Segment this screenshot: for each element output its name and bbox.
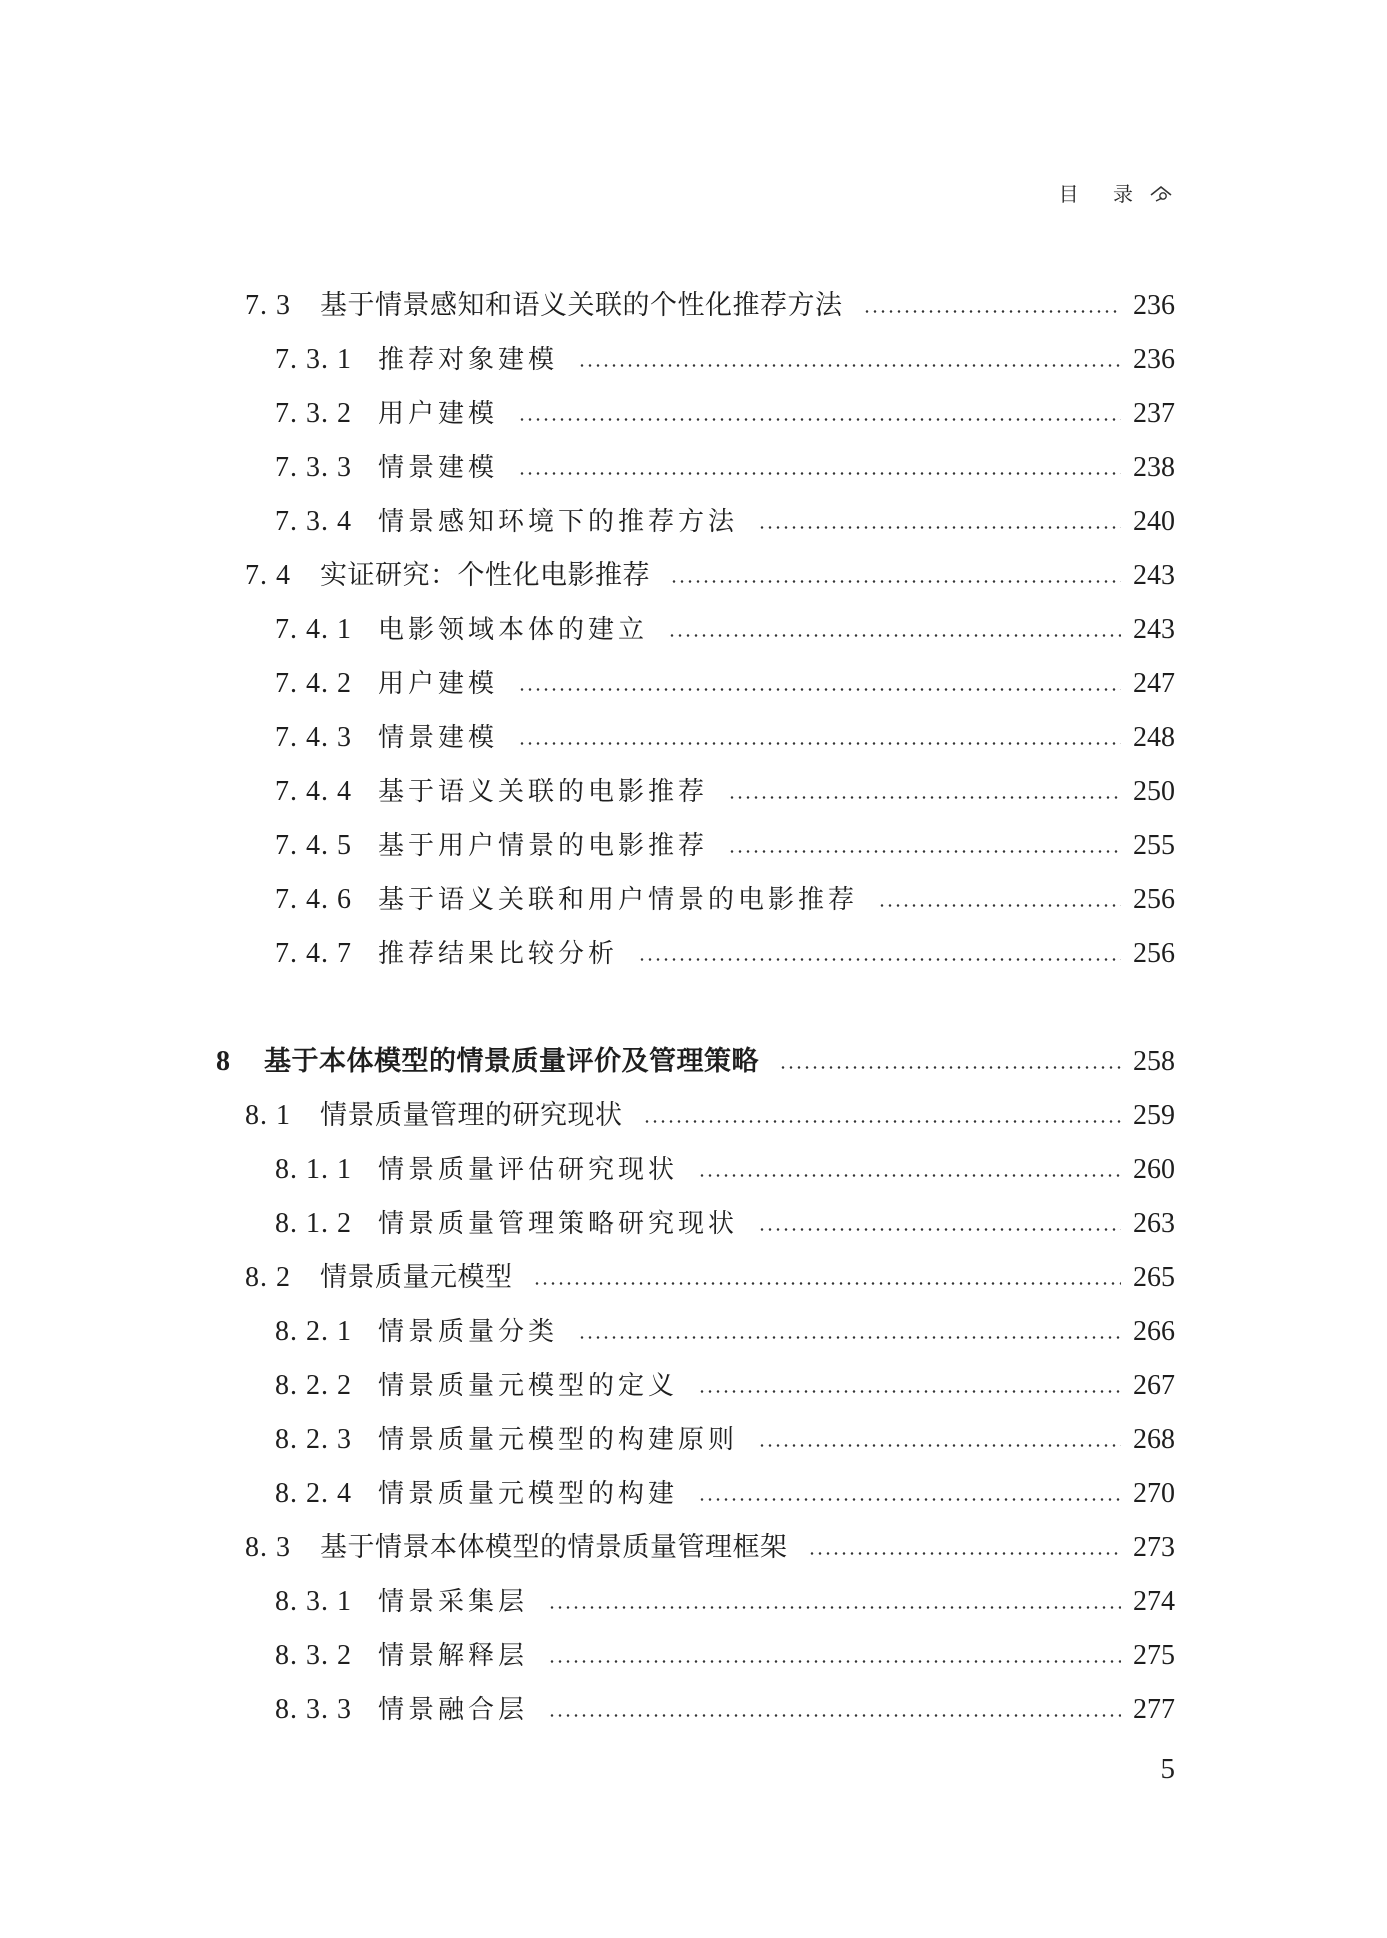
toc-entry-number: 7. 4. 4 — [275, 776, 352, 807]
toc-entry-number: 8. 3. 1 — [275, 1586, 352, 1617]
toc-entry-number: 7. 4 — [245, 560, 291, 591]
toc-entry[interactable] — [275, 718, 1175, 758]
toc-entry-page: 263 — [1133, 1208, 1175, 1239]
toc-entry-title: 实证研究：个性化电影推荐 — [320, 560, 650, 591]
toc-entry-number: 7. 4. 1 — [275, 614, 352, 645]
toc-entry-title: 电影领域本体的建立 — [378, 615, 649, 645]
toc-entry-number: 7. 3. 1 — [275, 344, 352, 375]
toc-entry-title: 情景质量元模型的构建 — [378, 1479, 679, 1509]
toc-entry[interactable] — [275, 394, 1175, 434]
dot-leader — [728, 796, 1121, 799]
toc-entry-title: 情景融合层 — [378, 1695, 529, 1725]
dot-leader — [668, 634, 1121, 637]
dot-leader — [779, 1066, 1121, 1069]
toc-entry-page: 247 — [1133, 668, 1175, 699]
toc-entry[interactable] — [275, 826, 1175, 866]
toc-entry-number: 7. 4. 5 — [275, 830, 352, 861]
toc-entry-title: 情景建模 — [378, 723, 499, 753]
toc-entry-title: 情景质量管理的研究现状 — [320, 1100, 623, 1131]
toc-entry-title: 推荐对象建模 — [378, 345, 559, 375]
dot-leader — [758, 1444, 1121, 1447]
toc-entry-number: 7. 4. 7 — [275, 938, 352, 969]
toc-entry[interactable] — [275, 664, 1175, 704]
toc-entry-title: 基于情景本体模型的情景质量管理框架 — [320, 1532, 788, 1563]
toc-entry-title: 用户建模 — [378, 669, 499, 699]
toc-entry-page: 236 — [1133, 290, 1175, 321]
toc-entry-title: 基于用户情景的电影推荐 — [378, 831, 709, 861]
toc-entry-title: 情景解释层 — [378, 1641, 529, 1671]
toc-entry[interactable] — [245, 1096, 1175, 1136]
toc-entry-number: 7. 3 — [245, 290, 291, 321]
dot-leader — [698, 1174, 1121, 1177]
dot-leader — [548, 1660, 1121, 1663]
toc-entry-page: 256 — [1133, 938, 1175, 969]
dot-leader — [808, 1552, 1122, 1555]
running-header — [1059, 178, 1175, 207]
dot-leader — [533, 1282, 1122, 1285]
toc-entry-title: 情景质量评估研究现状 — [378, 1155, 679, 1185]
toc-entry-number: 8 — [216, 1046, 230, 1077]
toc-entry[interactable] — [245, 286, 1175, 326]
toc-entry-number: 7. 4. 2 — [275, 668, 352, 699]
toc-entry[interactable] — [275, 1582, 1175, 1622]
toc-entry-page: 236 — [1133, 344, 1175, 375]
toc-entry[interactable] — [275, 448, 1175, 488]
toc-entry-number: 8. 2. 3 — [275, 1424, 352, 1455]
toc-entry-title: 情景采集层 — [378, 1587, 529, 1617]
toc-entry-title: 情景感知环境下的推荐方法 — [378, 507, 739, 537]
dot-leader — [698, 1498, 1121, 1501]
toc-entry-title: 情景质量管理策略研究现状 — [378, 1209, 739, 1239]
dot-leader — [758, 526, 1121, 529]
dot-leader — [863, 310, 1122, 313]
toc-entry-page: 273 — [1133, 1532, 1175, 1563]
toc-entry-page: 238 — [1133, 452, 1175, 483]
dot-leader — [643, 1120, 1122, 1123]
toc-entry[interactable] — [275, 1420, 1175, 1460]
toc-entry[interactable] — [245, 1528, 1175, 1568]
dot-leader — [518, 418, 1121, 421]
toc-entry-number: 7. 4. 6 — [275, 884, 352, 915]
toc-entry[interactable] — [275, 1366, 1175, 1406]
toc-entry-number: 7. 3. 3 — [275, 452, 352, 483]
toc-entry[interactable] — [275, 1150, 1175, 1190]
dot-leader — [758, 1228, 1121, 1231]
toc-entry-page: 243 — [1133, 614, 1175, 645]
dot-leader — [638, 958, 1121, 961]
toc-entry-number: 8. 3. 2 — [275, 1640, 352, 1671]
toc-entry-page: 274 — [1133, 1586, 1175, 1617]
dot-leader — [878, 904, 1121, 907]
toc-entry-page: 256 — [1133, 884, 1175, 915]
toc-entry-title: 情景质量元模型 — [320, 1262, 513, 1293]
toc-entry-title: 基于语义关联的电影推荐 — [378, 777, 709, 807]
toc-entry-number: 8. 2. 1 — [275, 1316, 352, 1347]
toc-entry[interactable] — [245, 556, 1175, 596]
toc-entry-number: 7. 4. 3 — [275, 722, 352, 753]
toc-entry[interactable] — [275, 1636, 1175, 1676]
toc-entry-page: 277 — [1133, 1694, 1175, 1725]
toc-entry[interactable] — [275, 1204, 1175, 1244]
toc-entry[interactable] — [275, 1690, 1175, 1730]
toc-entry[interactable] — [275, 880, 1175, 920]
toc-entry-page: 268 — [1133, 1424, 1175, 1455]
toc-entry-page: 265 — [1133, 1262, 1175, 1293]
toc-entry[interactable] — [275, 934, 1175, 974]
toc-entry[interactable] — [216, 1042, 1175, 1082]
toc-entry-number: 8. 3 — [245, 1532, 291, 1563]
dot-leader — [518, 742, 1121, 745]
toc-entry-page: 266 — [1133, 1316, 1175, 1347]
dot-leader — [698, 1390, 1121, 1393]
toc-entry-number: 8. 3. 3 — [275, 1694, 352, 1725]
toc-entry[interactable] — [275, 610, 1175, 650]
dot-leader — [548, 1714, 1121, 1717]
toc-entry-page: 260 — [1133, 1154, 1175, 1185]
toc-entry-number: 8. 2 — [245, 1262, 291, 1293]
toc-entry-number: 8. 1. 2 — [275, 1208, 352, 1239]
toc-entry-number: 8. 1 — [245, 1100, 291, 1131]
toc-entry-page: 248 — [1133, 722, 1175, 753]
toc-entry-page: 259 — [1133, 1100, 1175, 1131]
toc-entry-page: 240 — [1133, 506, 1175, 537]
dot-leader — [728, 850, 1121, 853]
toc-entry-number: 8. 2. 2 — [275, 1370, 352, 1401]
toc-entry-number: 8. 2. 4 — [275, 1478, 352, 1509]
dot-leader — [518, 472, 1121, 475]
toc-entry-title: 情景质量分类 — [378, 1317, 559, 1347]
toc-entry[interactable] — [275, 340, 1175, 380]
toc-entry-number: 7. 3. 4 — [275, 506, 352, 537]
toc-entry-title: 基于语义关联和用户情景的电影推荐 — [378, 885, 859, 915]
toc-entry-page: 270 — [1133, 1478, 1175, 1509]
ornament-icon — [1149, 181, 1175, 205]
toc-entry-title: 情景质量元模型的定义 — [378, 1371, 679, 1401]
toc-entry-title: 用户建模 — [378, 399, 499, 429]
toc-entry-title: 情景质量元模型的构建原则 — [378, 1425, 739, 1455]
toc-entry-title: 推荐结果比较分析 — [378, 939, 619, 969]
toc-entry-title: 基于情景感知和语义关联的个性化推荐方法 — [320, 290, 843, 321]
dot-leader — [578, 364, 1121, 367]
toc-entry[interactable] — [275, 502, 1175, 542]
toc-entry[interactable] — [275, 1474, 1175, 1514]
toc-entry-page: 267 — [1133, 1370, 1175, 1401]
toc-entry[interactable] — [275, 1312, 1175, 1352]
running-header-label: 目 录 — [1058, 182, 1147, 206]
dot-leader — [518, 688, 1121, 691]
page-number: 5 — [1160, 1753, 1175, 1785]
toc-entry-page: 237 — [1133, 398, 1175, 429]
dot-leader — [670, 580, 1121, 583]
toc-entry-page: 255 — [1133, 830, 1175, 861]
dot-leader — [548, 1606, 1121, 1609]
toc-entry-title: 情景建模 — [378, 453, 499, 483]
dot-leader — [578, 1336, 1121, 1339]
toc-entry[interactable] — [245, 1258, 1175, 1298]
toc-entry-number: 7. 3. 2 — [275, 398, 352, 429]
toc-entry-page: 243 — [1133, 560, 1175, 591]
toc-entry-number: 8. 1. 1 — [275, 1154, 352, 1185]
toc-entry-page: 250 — [1133, 776, 1175, 807]
toc-entry-page: 275 — [1133, 1640, 1175, 1671]
toc-entry[interactable] — [275, 772, 1175, 812]
toc-entry-page: 258 — [1133, 1046, 1175, 1077]
toc-entry-title: 基于本体模型的情景质量评价及管理策略 — [264, 1046, 759, 1077]
